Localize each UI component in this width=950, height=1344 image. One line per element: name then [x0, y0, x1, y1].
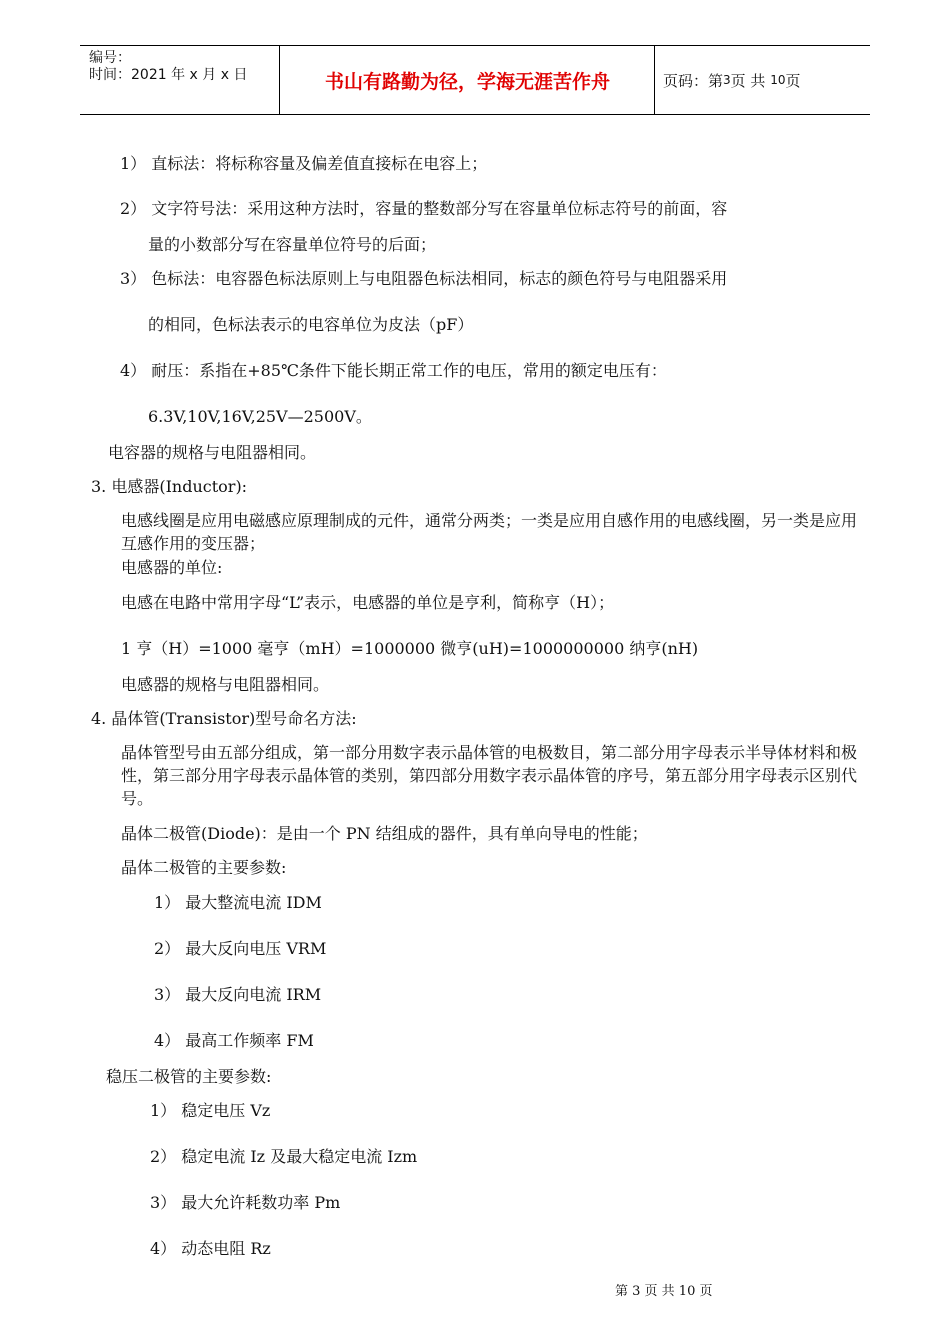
zener-param-item: 2） 稳定电流 Iz 及最大稳定电流 Izm: [150, 1147, 418, 1166]
zener-param-item: 3） 最大允许耗数功率 Pm: [150, 1193, 341, 1212]
time-prefix: 时间：: [89, 67, 131, 83]
diode-param-item: 3） 最大反向电流 IRM: [154, 985, 322, 1004]
cap-item-3-line1: 3） 色标法：电容器色标法原则上与电阻器色标法相同，标志的颜色符号与电阻器采用: [120, 269, 728, 288]
header-motto: 书山有路勤为径，学海无涯苦作舟: [324, 70, 610, 93]
zener-params-title: 稳压二极管的主要参数:: [106, 1067, 272, 1086]
diode-param-item: 4） 最高工作频率 FM: [154, 1031, 314, 1050]
time-day: x: [220, 67, 230, 83]
header-page-cell: [655, 46, 870, 114]
page-total: 10: [770, 73, 786, 87]
inductor-unit-conversion: 1 亨（H）=1000 毫亨（mH）=1000000 微亨(uH)=1000000000 纳亨(nH): [121, 639, 699, 658]
number-label: 编号：: [89, 50, 131, 66]
page-suffix: 页: [785, 71, 801, 90]
inductor-unit-title: 电感器的单位:: [121, 558, 223, 577]
time-year: 2021: [131, 67, 167, 83]
zener-param-item: 1） 稳定电压 Vz: [150, 1101, 271, 1120]
time-line: [89, 67, 279, 84]
inductor-unit-desc: 电感在电路中常用字母“L”表示，电感器的单位是亨利，简称亨（H）；: [121, 593, 615, 612]
page-prefix: 页码：第: [663, 71, 724, 90]
page-current: 3: [723, 73, 731, 87]
page-mid: 页 共: [730, 71, 766, 90]
cap-item-2-line2: 量的小数部分写在容量单位符号的后面；: [148, 235, 437, 254]
cap-item-4-line1: 4） 耐压：系指在+85℃条件下能长期正常工作的电压，常用的额定电压有：: [120, 361, 667, 380]
cap-item-4-line2: 6.3V,10V,16V,25V—2500V。: [148, 407, 372, 426]
header-meta-cell: [80, 46, 280, 114]
diode-params-title: 晶体二极管的主要参数:: [121, 858, 287, 877]
transistor-naming-description: 晶体管型号由五部分组成，第一部分用数字表示晶体管的电极数目，第二部分用字母表示半导体材料和极性，第三部分用字母表示晶体管的类别，第四部分用数字表示晶体管的序号，第五部分用字母表示区别代号。: [121, 743, 858, 808]
capacitor-spec-note: 电容器的规格与电阻器相同。: [108, 443, 317, 462]
time-year-unit: 年: [171, 67, 186, 83]
diode-definition: 晶体二极管(Diode)：是由一个 PN 结组成的器件，具有单向导电的性能；: [121, 824, 648, 843]
cap-item-3-line2: 的相同，色标法表示的电容单位为皮法（pF）: [148, 315, 474, 334]
section-4-title: 4. 晶体管(Transistor)型号命名方法:: [91, 709, 357, 728]
inductor-description: 电感线圈是应用电磁感应原理制成的元件，通常分两类；一类是应用自感作用的电感线圈，另一类是应用互感作用的变压器；: [121, 511, 858, 553]
cap-item-2-line1: 2） 文字符号法：采用这种方法时，容量的整数部分写在容量单位标志符号的前面，容: [120, 199, 728, 218]
cap-item-1: 1） 直标法：将标称容量及偏差值直接标在电容上；: [120, 154, 488, 173]
zener-param-item: 4） 动态电阻 Rz: [150, 1239, 271, 1258]
section-3-title: 3. 电感器(Inductor):: [91, 477, 248, 496]
diode-param-item: 2） 最大反向电压 VRM: [154, 939, 327, 958]
diode-param-item: 1） 最大整流电流 IDM: [154, 893, 322, 912]
time-day-unit: 日: [233, 67, 248, 83]
page-header: [80, 45, 870, 115]
time-month: x: [189, 67, 198, 83]
header-motto-cell: [281, 46, 655, 114]
page-footer: 第 3 页 共 10 页: [615, 1284, 713, 1299]
time-month-unit: 月: [202, 67, 217, 83]
inductor-spec-note: 电感器的规格与电阻器相同。: [121, 675, 330, 694]
